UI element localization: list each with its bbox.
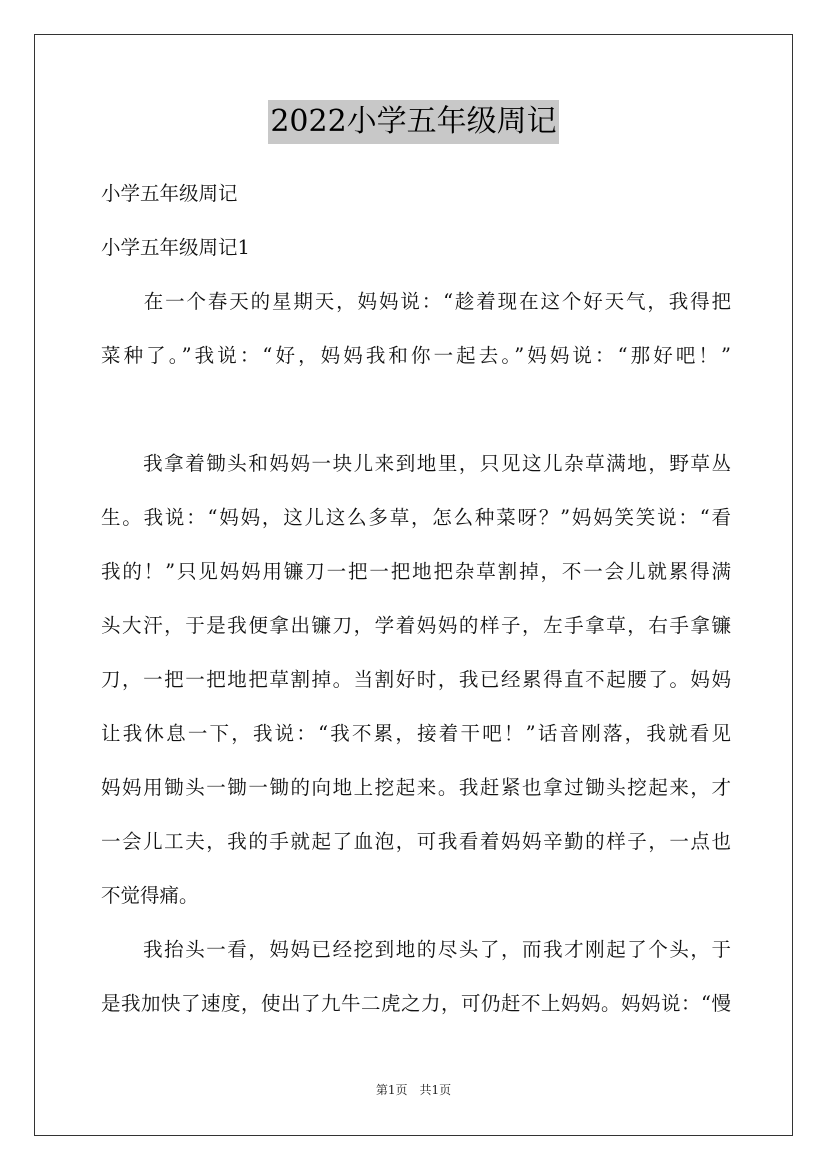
text-line: 菜种了。”我说：“好，妈妈我和你一起去。”妈妈说：“那好吧！” (101, 344, 731, 367)
text-line: 不觉得痛。 (101, 884, 199, 907)
text-line: 我的！”只见妈妈用镰刀一把一把地把杂草割掉，不一会儿就累得满 (101, 560, 731, 583)
text-line: 我抬头一看，妈妈已经挖到地的尽头了，而我才刚起了个头，于 (101, 938, 731, 961)
text-line: 是我加快了速度，使出了九牛二虎之力，可仍赶不上妈妈。妈妈说：“慢 (101, 992, 731, 1015)
text-line: 一会儿工夫，我的手就起了血泡，可我看着妈妈辛勤的样子，一点也 (101, 830, 731, 853)
text-line: 妈妈用锄头一锄一锄的向地上挖起来。我赶紧也拿过锄头挖起来，才 (101, 776, 731, 799)
page-footer: 第1页 共1页 (375, 1083, 452, 1097)
text-line: 在一个春天的星期天，妈妈说：“趁着现在这个好天气，我得把 (101, 290, 731, 313)
document-title: 2022小学五年级周记 (268, 100, 558, 144)
text-line: 让我休息一下，我说：“我不累，接着干吧！”话音刚落，我就看见 (101, 722, 731, 745)
text-line: 生。我说：“妈妈，这儿这么多草，怎么种菜呀？”妈妈笑笑说：“看 (101, 506, 731, 529)
heading-line: 小学五年级周记 (101, 182, 238, 205)
text-line: 刀，一把一把地把草割掉。当割好时，我已经累得直不起腰了。妈妈 (101, 668, 731, 691)
document-title-wrap (0, 100, 827, 144)
text-line: 头大汗，于是我便拿出镰刀，学着妈妈的样子，左手拿草，右手拿镰 (101, 614, 731, 637)
section-heading: 小学五年级周记1 (101, 236, 250, 259)
text-line: 我拿着锄头和妈妈一块儿来到地里，只见这儿杂草满地，野草丛 (101, 452, 731, 475)
